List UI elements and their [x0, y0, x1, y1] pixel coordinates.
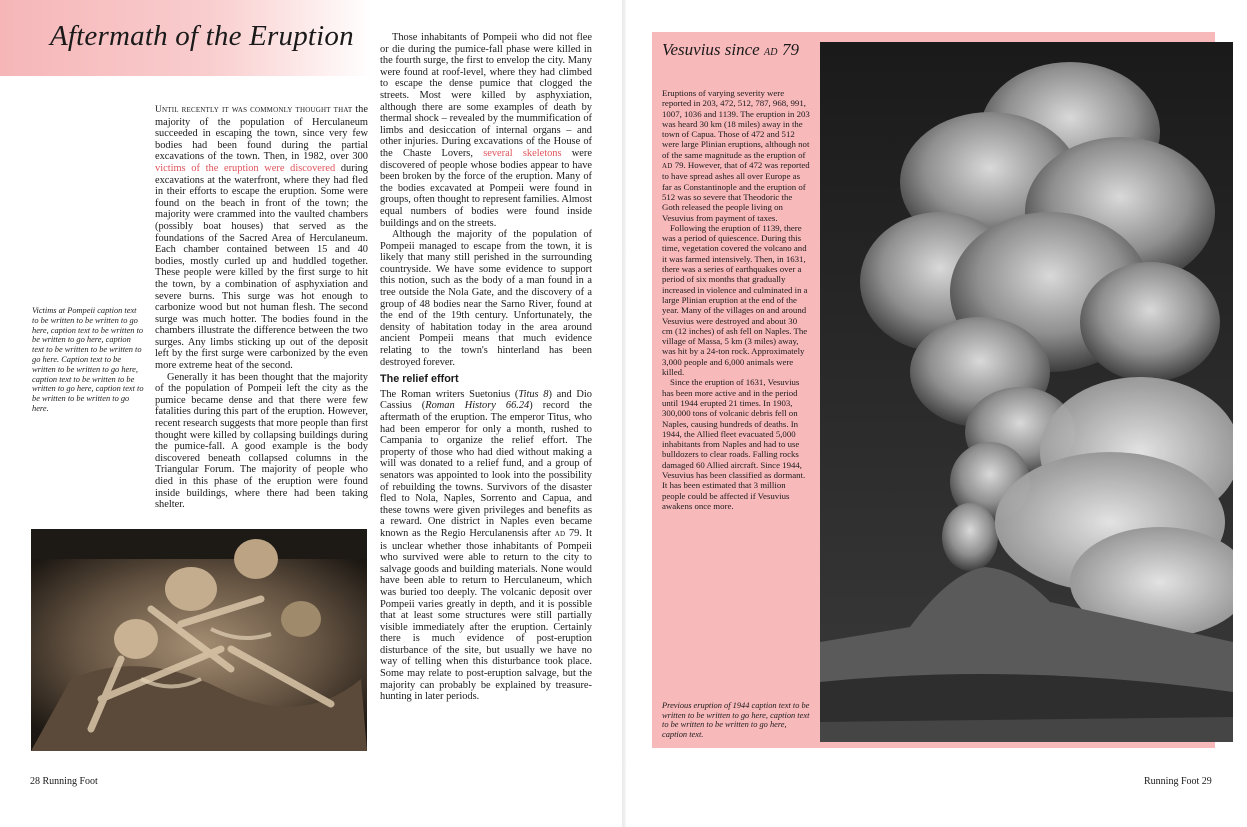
paragraph: Generally it has been thought that the majority of the population of Pompeii left the city as the pumice became dense and that there were few fatalities during this part of the eruption. However, recent research suggests that more people than first thought were killed by collapsing buildings during the pumice-fall. A good example is the body discovered beneath collapsed columns in the Triangular Forum. The majority of people who died in this phase of the eruption were found inside buildings, where there had been taking shelter.	[155, 371, 368, 511]
era-smallcaps: ad	[662, 161, 673, 172]
paragraph: Following the eruption of 1139, there was a period of quiescence. During this time, vegetation covered the volcano and it was farmed intensively. Then, in 1631, there was a series of earthquakes over a period of six months that gradually increased in violence and culminated in a large Plinian eruption at the end of the year. Many of the villages on and around Vesuvius were destroyed and about 30 cm (12 inches) of ash fell on Naples. The village of Massa, 5 km (3 miles) away, was hit by a 24-ton rock. Approximately 3,000 people and 6,000 animals were killed.	[662, 222, 808, 378]
text-run: during excavations at the waterfront, where they had fled in their efforts to escape the eruption. Some were found on the beach in front of the town; the majority were crammed into the vaulted chambers (possibly boat houses) that served as the foundations of the Sacred Area of Herculaneum. Each chamber contained between 15 and 40 bodies, mostly curled up and huddled together. These people were killed by the first surge to hit the town, by a combination of asphyxiation and severe burns. This surge was hot enough to carbonize wood but not human flesh. The second surge was much hotter. The bodies found in the chambers illustrate the difference between the two surges. Any limbs sticking up out of the deposit left by the first surge were carbonized by the even more extreme heat of the second.	[155, 162, 368, 372]
vesuvius-eruption-photo	[820, 42, 1233, 742]
paragraph: Although the majority of the population of Pompeii managed to escape from the town, it is likely that many still perished in the surrounding countryside. We have some evidence to support this notion, such as the body of a man found in a tree outside the Nola Gate, and the discovery of a group of 48 bodies near the Sarno River, found at the end of the 19th century. Unfortunately, the density of habitation today in the area around ancient Pompeii means that much evidence relating to the town's hinterland has been destroyed forever.	[380, 229, 592, 368]
victims-link[interactable]: victims of the eruption were discovered	[155, 162, 336, 174]
text-run: 79. It is unclear whether those inhabitants of Pompeii who survived were able to return to the city to salvage goods and building materials. None would have been able to return to Herculaneum, which was buried too deeply. The volcanic deposit over Pompeii varies greatly in depth, and it is possible that at least some structures were still partially visible immediately after the eruption. Certainly there is much evidence of post-eruption disturbance of the site, but usually we have no way of telling when this disturbance took place. Some may relate to post-eruption salvage, but the majority can probably be explained by treasure-hunting in later periods.	[380, 527, 593, 703]
sidebar-text	[662, 88, 810, 511]
text-run: ) and Dio Cassius (	[380, 388, 592, 412]
text-run: were discovered of people whose bodies appear to have been broken by the force of the eruption. Many of the bodies excavated at Pompeii were found in groups, often thought to represent families. Almost equal numbers of bodies were found inside buildings and on the streets.	[380, 147, 592, 229]
lead-in: Until recently it was commonly thought that	[155, 105, 353, 115]
paragraph	[380, 389, 592, 703]
citation-italic: Titus 8	[518, 388, 549, 400]
section-subhead: The relief effort	[380, 373, 459, 386]
sidebar-title	[662, 40, 799, 60]
photo-caption-left: Victims at Pompeii caption text to be written to be written to go here, caption text to be written to be written to go here, caption text to be written to be written to go here. Caption text to be written to be written to go here, caption text to be written to be written to go here, caption text to be written to be written to go here.	[32, 306, 144, 413]
text-run: Vesuvius since	[662, 40, 764, 59]
running-foot-left: 28 Running Foot	[30, 776, 98, 787]
text-run: The Roman writers Suetonius (	[380, 388, 519, 400]
page-gutter	[622, 0, 626, 827]
text-run: the majority of the population of Herculaneum succeeded in escaping the town, since very few bodies had been found during the partial excavations of the town. Then, in 1982, over 300	[155, 104, 368, 163]
photo-caption-right: Previous eruption of 1944 caption text to be written to be written to go here, caption text to be written to be written to go here, caption text.	[662, 701, 810, 739]
page-title: Aftermath of the Eruption	[50, 20, 354, 52]
text-column-1	[155, 104, 368, 511]
era-smallcaps: ad	[554, 528, 566, 539]
text-run: 79	[777, 40, 799, 59]
text-run: Those inhabitants of Pompeii who did not flee or die during the pumice-fall phase were killed in the fourth surge, the first to envelop the city. Many were found at roof-level, where they had climbed to escape the dense pumice that clogged the streets. Most were killed by asphyxiation, although there are some examples of death by thermal shock – revealed by the mummification of limbs and desiccation of internal organs – and other injuries. During excavations of the House of the Chaste Lovers,	[380, 32, 592, 159]
skeletons-link[interactable]: several skeletons	[483, 147, 562, 159]
citation-italic: Roman History 66.24	[425, 400, 530, 412]
text-column-2	[380, 32, 592, 703]
running-foot-right: Running Foot 29	[1144, 776, 1212, 787]
paragraph	[380, 32, 592, 229]
era-smallcaps: ad	[763, 44, 778, 59]
text-run: Eruptions of varying severity were reported in 203, 472, 512, 787, 968, 991, 1007, 1036 and 1139. The eruption in 203 was heard 30 km (18 miles) away in the town of Capua. Those of 472 and 512 were large Plinian eruptions, although not of the same magnitude as the eruption of	[662, 88, 810, 160]
paragraph	[155, 104, 368, 372]
paragraph: Since the eruption of 1631, Vesuvius has been more active and in the period until 1944 erupted 21 times. In 1903, 300,000 tons of volcanic debris fell on Naples, causing hundreds of deaths. In 1944, the Allied fleet evacuated 5,000 inhabitants from Naples and had to use bulldozers to clear roads. Falling rocks damaged 60 Allied aircraft. Since 1944, Vesuvius has been classified as dormant. It has been estimated that 3 million people could be affected if Vesuvius awakens once more.	[662, 377, 806, 511]
skeletons-photo	[31, 529, 367, 751]
text-run: ) record the aftermath of the eruption. The emperor Titus, who had been emperor for only a month, rushed to Campania to organize the relief effort. The property of those who had died without making a will was donated to a relief fund, and a group of senators was appointed to look into the possibility of rebuilding the towns. Survivors of the disaster fled to Nola, Naples, Sorrento and Capua, and these towns were given privileges and benefits as a reward. One district in Naples even became known as the Regio Herculanensis after	[380, 400, 592, 539]
paragraph	[662, 88, 810, 223]
text-run: 79. However, that of 472 was reported to have spread ashes all over Europe as far as Constantinople and the eruption of 512 was so severe that Theodoric the Goth released the people living on Vesuvius from payment of taxes.	[662, 160, 810, 223]
